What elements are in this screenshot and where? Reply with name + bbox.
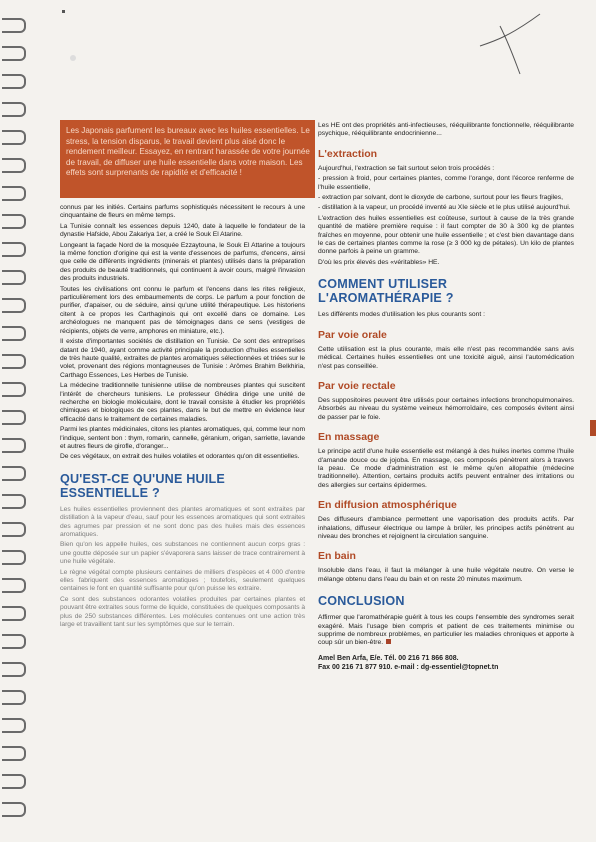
paragraph: Les HE ont des propriétés anti-infectieuses, rééquilibrante fonctionnelle, rééquilibrante psychique, rééquilibrante endocrinienne...: [318, 122, 574, 138]
paragraph: D'où les prix élevés des «véritables» HE.: [318, 258, 440, 266]
subheading-diffusion: En diffusion atmosphérique: [318, 499, 457, 512]
signature-line: Amel Ben Arfa, E/e. Tél. 00 216 71 866 808.: [318, 654, 459, 662]
paragraph: Des diffuseurs d'ambiance permettent une vaporisation des produits actifs. Par inhalations, diffuseur électrique ou lampe à brûler, les principes actifs pénètrent au niveau des bronches et rejoignent la circulation sanguine.: [318, 516, 574, 540]
list-item: - extraction par solvant, dont le dioxyde de carbone, surtout pour les fleurs fragiles,: [318, 194, 563, 202]
paragraph: Aujourd'hui, l'extraction se fait surtout selon trois procédés :: [318, 164, 495, 172]
author-signature: [318, 654, 574, 673]
paragraph: Parmi les plantes médicinales, citons les plantes aromatiques, qui, comme leur nom l'indique, sentent bon : thym, romarin, cannelle, géranium, origan, sarriette, lavande et autres fleurs de girofle, d'oranger...: [60, 426, 305, 450]
paragraph: Le règne végétal compte plusieurs centaines de milliers d'espèces et 4 000 d'entre elles fabriquent des essences aromatiques ; toutefois, seulement quelques centaines le font en quantité suffisante pour qu'on puisse les extraire.: [60, 568, 305, 593]
paragraph: Insoluble dans l'eau, il faut la mélanger à une huile végétale neutre. On verse le mélange obtenu dans l'eau du bain et on reste 20 minutes maximum.: [318, 567, 574, 583]
paragraph: Ce sont des substances odorantes volatiles produites par certaines plantes et pouvant être extraites sous forme de liquide, constituées de quelques composants à plus de 250 substances différentes. Les molécules contenues ont une action très large et travaillent tant sur les symptômes que sur le terrain.: [60, 595, 305, 629]
paragraph: Des suppositoires peuvent être utilisés pour certaines infections bronchopulmonaires. Absorbés au niveau du système veineux hémorroïdaire, ces composés évitent ainsi de passer par le foie.: [318, 396, 574, 421]
spiral-binding: [0, 0, 30, 842]
right-column: [318, 122, 574, 673]
subheading-oral: Par voie orale: [318, 328, 387, 341]
subheading-massage: En massage: [318, 431, 380, 444]
paragraph: Il existe d'importantes sociétés de distillation en Tunisie. Ce sont des entreprises datant de 1940, ayant comme activité principale la production d'huiles essentielles de très haute qualité, extraites de plantes aromatiques sélectionnées et triées sur le volet, provenant des régions montagneuses de Tunisie : Arômes Brahim Belkhiria, Carthago Essences, Les Herbes de Tunisie.: [60, 338, 305, 379]
paragraph: De ces végétaux, on extrait des huiles volatiles et odorantes qu'on dit essentielles.: [60, 453, 300, 461]
section-heading-what: QU'EST-CE QU'UNE HUILE ESSENTIELLE ?: [60, 471, 226, 500]
end-mark-icon: [386, 639, 391, 644]
conclusion-text: Affirmer que l'aromathérapie guérit à tous les coups l'ensemble des syndromes serait exagéré. Mais l'usage bien compris et patient de ces traitements minimise ou supprime de nombreux problèmes, en particulier les maladies chroniques et apporte à coup sûr un bien-être.: [318, 614, 574, 647]
paragraph: Les différents modes d'utilisation les plus courants sont :: [318, 311, 485, 319]
paragraph: Toutes les civilisations ont connu le parfum et l'encens dans les rites religieux, particulièrement lors des embaumements de corps. Le parfum a pour fonction de purifier, d'apaiser, ou de séduire, ainsi qu'une utilité thérapeutique. Les historiens citent à ce propos les Carthaginois qui ont excellé dans ce domaine. Les archéologues ne manquent pas de témoignages dans ce sens (vestiges de récipients, objets de verre, amphores en miniature, etc.).: [60, 285, 305, 335]
intro-callout: [60, 120, 315, 198]
paragraph: Bien qu'on les appelle huiles, ces substances ne contiennent aucun corps gras : une goutte déposée sur un papier s'évaporera sans laisser de trace contrairement à une huile végétale.: [60, 541, 305, 566]
paragraph: Les huiles essentielles proviennent des plantes aromatiques et sont extraites par distillation à la vapeur d'eau, sauf pour les essences aromatiques qui sont extraites des agrumes par pression et ne sont donc pas des huiles mais des essences aromatiques.: [60, 505, 305, 538]
page-edge-tab: [590, 420, 596, 436]
paragraph: La Tunisie connaît les essences depuis 1240, date à laquelle le fondateur de la dynastie Hafside, Abou Zakariya 1er, a créé le Souk El Atarine.: [60, 222, 305, 239]
paragraph: Le principe actif d'une huile essentielle est mélangé à des huiles inertes comme l'huile d'amande douce ou de jojoba. En massage, ces composés pénètrent alors à travers la peau. Ce mode d'administration est le même qu'en allopathie (médecine traditionnelle). Attention, certains produits actifs peuvent entraîner des irritations ou des allergies sur certains épidermes.: [318, 448, 574, 489]
list-item: - distillation à la vapeur, un procédé inventé au XIe siècle et le plus utilisé aujourd'hui.: [318, 204, 571, 212]
section-heading-conclusion: CONCLUSION: [318, 594, 405, 609]
intro-text: Les Japonais parfument les bureaux avec les huiles essentielles. Le stress, la tension disparus, le travail devient plus aisé donc le rendement meilleur. Essayez, en rentrant harassée de votre journée de travail, de diffuser une huile essentielle dans votre maison. Les effets sont surprenants de rapidité et d'efficacité !: [66, 126, 310, 178]
paragraph: Cette utilisation est la plus courante, mais elle n'est pas recommandée sans avis médical. Certaines huiles essentielles ont une toxicité aiguë, ainsi l'automédication n'est pas conseillée.: [318, 345, 574, 370]
paragraph: L'extraction des huiles essentielles est coûteuse, surtout à cause de la très grande quantité de matière première requise : il faut compter de 30 à 300 kg de plantes fraîches en moyenne, pour obtenir une huile essentielle ; et c'est bien davantage dans le cas de certaines plantes comme la rose (≥ 3 000 kg de pétales). Un kilo de plantes donne parfois à peine un gramme.: [318, 214, 574, 256]
left-column: [60, 204, 305, 631]
paragraph: [318, 614, 574, 648]
list-item: - pression à froid, pour certaines plantes, comme l'orange, dont l'écorce renferme de l'huile essentielle,: [318, 175, 574, 191]
subheading-rectal: Par voie rectale: [318, 379, 396, 392]
subheading-bath: En bain: [318, 550, 356, 563]
paragraph: Longeant la façade Nord de la mosquée Ezzaytouna, le Souk El Attarine a toujours la même fonction d'origine qui est la vente d'essences de parfums, d'encens, ainsi que celle de différents ingrédients (minerais et plantes) utilisés dans la préparation des produits de beauté traditionnels, qui continuent à avoir cours, malgré l'invasion des produits industriels.: [60, 241, 305, 283]
pen-scribble: [470, 6, 550, 76]
paragraph: La médecine traditionnelle tunisienne utilise de nombreuses plantes qui suscitent l'intérêt de chercheurs tunisiens. Le professeur Ghédira dirige une unité de recherche en biologie moléculaire, dont le travail consiste à étudier les propriétés chimiques et biologiques de ces plantes, dans le but de mettre en évidence leur efficacité dans le traitement de certaines maladies.: [60, 382, 305, 423]
subheading-extraction: L'extraction: [318, 147, 378, 160]
scan-mark: [62, 10, 65, 13]
paragraph: connus par les initiés. Certains parfums sophistiqués nécessitent le recours à une cinquantaine de fleurs en même temps.: [60, 204, 305, 220]
section-heading-how: COMMENT UTILISER L'AROMATHÉRAPIE ?: [318, 277, 454, 306]
paper-spot: [70, 55, 76, 61]
signature-contact: Fax 00 216 71 877 910. e-mail : dg-essentiel@topnet.tn: [318, 664, 499, 672]
